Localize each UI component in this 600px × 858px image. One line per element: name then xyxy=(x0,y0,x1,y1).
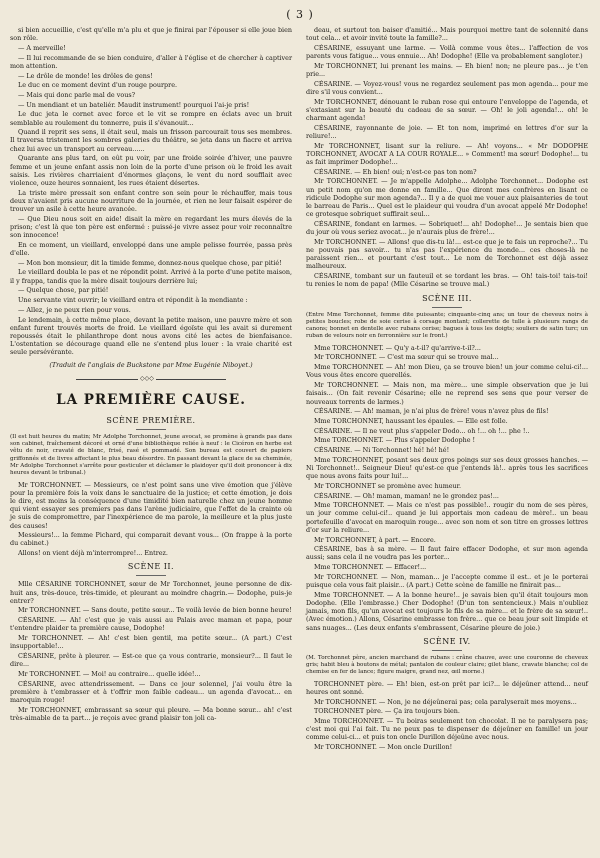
scene-2-continuation xyxy=(306,26,588,289)
dialogue-line: Mr TORCHONNET. — Je m'appelle Adolphe... Adolphe Torchonnet... Dodophe est un petit nom qu'on me donne en famille... Que diront mes confrères en lisant ce ridicule Dodophe sur mon agenda?... Il y a de quoi me vouer aux plaisanteries de tout le barreau de Paris... Quel est le plaideur qui voudra d'un avocat appelé Mr Dodophe! ce grotesque sobriquet suffirait seul... xyxy=(306,177,588,219)
dialogue-line: Allons! on vient déjà m'interrompre!... Entrez. xyxy=(18,549,168,558)
paragraph: Quarante ans plus tard, on eût pu voir, par une froide soirée d'hiver, une pauvre femme et un jeune enfant assis non loin de la porte d'une prison où le froid les avait saisis. Les rivières charriaient d'énormes glaçons, le vent du nord soufflait avec violence, ouze heures sonnaient, les rues étaient désertes. xyxy=(10,154,292,187)
dialogue-line: CÉSARINE, tombant sur un fauteuil et se tordant les bras. — Oh! tais-toi! tais-toi! tu renies le nom de papa! (Mlle Césarine se trouve mal.) xyxy=(306,272,588,289)
paragraph: Une servante vint ouvrir; le vieillard entra et répondit à la mendiante : xyxy=(18,296,248,305)
dialogue-line: Mme TORCHONNET, haussant les épaules. — Elle est folle. xyxy=(314,416,508,425)
stage-direction: (M. Torchonnet père, ancien marchand de rubans : crâne chauve, avec une couronne de cheveux gris; habit bleu à boutons de métal; pantalon de couleur claire; gilet blanc, cravate blanche; col de chemise en fer de lance; figure maigre, grand nez, œil morne.) xyxy=(306,654,588,676)
paragraph: — Que Dieu nous soit en aide! disait la mère en regardant les murs élevés de la prison; c'est là que ton père est enfermé : puissé-je vivre assez pour voir reconnaître son innocence! xyxy=(10,214,292,240)
dialogue-line: Mme TORCHONNET. — Ah! mon Dieu, ça se trouve bien! un jour comme celui-ci!... Vous vous êtes encore querellés. xyxy=(306,363,588,380)
paragraph: Le lendemain, à cette même place, devant la petite maison, une pauvre mère et son enfant furent trouvés morts de froid. Le vieillard égoïste qui les avait si durement repoussés était le philanthrope dont nous avons cité les actes de bienfaisance. L'ostentation se décourage quand elle ne s'entend plus louer : la vraie charité est seule persévérante. xyxy=(10,315,292,357)
dialogue-line: Mlle CÉSARINE TORCHONNET, sœur de Mr Torchonnet, jeune personne de dix-huit ans, très-douce, très-timide, et pleurant au moindre chagrin.— Dodophe, puis-je entrer? xyxy=(10,580,292,605)
dialogue-line: Mr TORCHONNET, dénouant le ruban rose qui entoure l'enveloppe de l'agenda, et s'extasiant sur la beauté du cadeau de sa sœur. — Oh! le joli agenda!... oh! le charmant agenda! xyxy=(306,97,588,123)
scene-rule xyxy=(432,650,462,651)
paragraph: Le duc jeta le cornet avec force et le vit se rompre en éclats avec un bruit semblable au roulement du tonnerre, puis il s'évanouit... xyxy=(10,110,292,127)
dialogue-line: Mr TORCHONNET. — C'est ma sœur qui se trouve mal... xyxy=(314,353,499,362)
dialogue-line: CÉSARINE. — Ah! c'est que je vais aussi au Palais avec maman et papa, pour t'entendre plaider ta première cause, Dodophe! xyxy=(10,616,292,633)
dialogue-line: Mr TORCHONNET. — Mon oncle Durillon! xyxy=(314,743,453,752)
dialogue-line: CÉSARINE. — Voyez-vous! vous ne regardez seulement pas mon agenda... pour me dire s'il vous convient... xyxy=(306,79,588,96)
paragraph: — Mon bon monsieur, dit la timide femme, donnez-nous quelque chose, par pitié! xyxy=(18,258,282,267)
scene-3-heading: SCÈNE III. xyxy=(422,293,472,303)
stage-direction: (Il est huit heures du matin; Mr Adolphe Torchonnet, jeune avocat, se promène à grands pas dans son cabinet, fraîchement décoré et orné d'une bibliothèque reliée à neuf : le Cicéron en herbe est vêtu de noir, cravaté de blanc, frisé, rasé et pommadé. Son bureau est couvert de papiers griffonnés et de livres affectant le plus beau désordre. En passant devant la glace de sa cheminée, Mr Adolphe Torchonnet s'arrête pour gesticuler et déclamer le plaidoyer qu'il doit prononcer à dix heures devant le tribunal.) xyxy=(10,433,292,477)
dialogue-line: CÉSARINE, bas à sa mère. — Il faut faire effacer Dodophe, et sur mon agenda aussi; sans cela il ne voudra pas les porter... xyxy=(306,545,588,562)
dialogue-line: Mr TORCHONNET, lui prenant les mains. — Eh bien! non; ne pleure pas... je t'en prie... xyxy=(306,61,588,79)
paragraph: — Mais qui donc parle mal de vous? xyxy=(18,90,136,99)
play-title: LA PREMIÈRE CAUSE. xyxy=(56,391,246,408)
dialogue-line: CÉSARINE, rayonnante de joie. — Et ton nom, imprimé en lettres d'or sur la reliure!... xyxy=(306,123,588,140)
right-column xyxy=(306,26,588,753)
paragraph: — Un mendiant et un bateliér. Maudit instrument! pourquoi l'ai-je pris! xyxy=(18,100,250,109)
paragraph: — Allez, je ne peux rien pour vous. xyxy=(18,305,131,314)
dialogue-line: CÉSARINE. — Oh! maman, maman! ne le grondez pas!... xyxy=(314,491,499,500)
paragraph: — Il lui recommande de se bien conduire, d'aller à l'église et de chercher à captiver mon attention. xyxy=(10,53,292,70)
dialogue-line: Mr TORCHONNET, à part. — Encore. xyxy=(314,535,436,544)
stage-direction: (Entre Mme Torchonnet, femme dite puissante; cinquante-cinq ans; un tour de cheveux noirs à petites boucles; robe de soie cerise à corsage montant; collerette de tulle à plusieurs rangs de canons; bonnet en dentelle avec rubans cerise; bagues à tous les doigts; souliers de satin turc; un ruban de velours noir en ferronnière sur le front.) xyxy=(306,311,588,340)
scene-rule xyxy=(136,429,166,430)
dialogue-line: Mme TORCHONNET. — Mais ce n'est pas possible!.. rougir du nom de ses pères, un jour comme celui-ci!.. quand je lui apportais mon cadeau de mère!.. un beau portefeuille d'avocat en maroquin rouge... avec son nom et son titre en grosses lettres d'or sur la reliure... xyxy=(306,501,588,534)
paragraph: — Le drôle de monde! les drôles de gens! xyxy=(18,71,153,80)
page-number: ( 3 ) xyxy=(286,8,314,21)
paragraph: — A merveille! xyxy=(18,43,66,52)
scene-3-dialogue xyxy=(306,344,588,632)
paragraph: Le duc en ce moment devint d'un rouge pourpre. xyxy=(18,81,178,90)
dialogue-line: Mr TORCHONNET. — Messieurs, ce n'est point sans une vive émotion que j'élève pour la première fois la voix dans le sanctuaire de la justice; et cette émotion, je dois le dire, est moins la conséquence d'une timidité bien naturelle chez un jeune homme qui vient essayer ses premiers pas dans l'arène judiciaire, que l'effet de la crainte où je suis de compromettre, par l'inexpérience de ma parole, la meilleure et la plus juste des causes! xyxy=(10,480,292,530)
dialogue-line: TORCHONNET père. — Ça ira toujours bien. xyxy=(314,707,460,716)
scene-2-heading: SCÈNE II. xyxy=(127,562,175,572)
dialogue-line: CÉSARINE, fondant en larmes. — Sobriquet!... ah! Dodophe!... Je sentais bien que du jour où vous seriez avocat... je n'aurais plus de frère!... xyxy=(306,219,588,237)
dialogue-line: Mr TORCHONNET, lisant sur la reliure. — Ah! voyons... « Mr DODOPHE TORCHONNET, AVOCAT A LA COUR ROYALE... » Comment! ma sœur! Dodophe!... tu as fait imprimer Dodophe!... xyxy=(306,141,588,167)
dialogue-line: Mme TORCHONNET. — Effacer!... xyxy=(314,563,427,572)
story-conclusion xyxy=(10,26,292,357)
paragraph: si bien accueillie, c'est qu'elle m'a plu et que je finirai par l'épouser si elle joue bien son rôle. xyxy=(10,26,292,43)
paragraph: La triste mère pressait son enfant contre son sein pour le réchauffer, mais tous deux n'avaient pris aucune nourriture de la journée, et rien ne leur faisait espérer de trouver un asile à cette heure avancée. xyxy=(10,188,292,214)
dialogue-line: Mr TORCHONNET. — Moi! au contraire... quelle idée!... xyxy=(18,669,201,678)
paragraph: Quand il reprit ses sens, il était seul, mais un frisson parcourait tous ses membres. Il traversa tristement les sombres galeries du théâtre, se jeta dans un fiacre et arriva chez lui avec un transport au cerveau...... xyxy=(10,128,292,153)
dialogue-line: Mme TORCHONNET. — Tu boiras seulement ton chocolat. Il ne te paralysera pas; c'est moi qui l'ai fait. Tu ne peux pas te dispenser de déjeûner en famille! un jour comme celui-ci... et puis ton oncle Durillon déjeûne avec nous. xyxy=(306,716,588,742)
dialogue-line: CÉSARINE, essuyant une larme. — Voilà comme vous êtes... l'affection de vos parents vous fatigue... vous ennuie... Ah! Dodophe! (Elle va probablement sangloter.) xyxy=(306,43,588,61)
dialogue-line: CÉSARINE, avec attendrissement. — Dans ce jour solennel, j'ai voulu être la première à t'embrasser et à t'offrir mon faible cadeau... un agenda d'avocat... en maroquin rouge! xyxy=(10,679,292,704)
translation-credit: (Traduit de l'anglais de Buckstone par Mme Eugénie Niboyet.) xyxy=(49,360,253,369)
dialogue-line: Messieurs!... la femme Pichard, qui comparait devant vous... (On frappe à la porte du cabinet.) xyxy=(10,531,292,548)
paragraph: — Quelque chose, par pitié! xyxy=(18,286,109,295)
scene-rule xyxy=(136,575,166,576)
dialogue-line: deau, et surtout ton baiser d'amitié... Mais pourquoi mettre tant de solennité dans tout cela... et avoir invité toute la famille?... xyxy=(306,26,588,43)
dialogue-line: Mr TORCHONNET. — Ah! c'est bien gentil, ma petite sœur... (A part.) C'est insupportable!... xyxy=(10,634,292,651)
dialogue-line: Mme TORCHONNET, posant ses deux gros poings sur ses deux grosses hanches. — Ni Torchonnet!.. Seigneur Dieu! qu'est-ce que j'entends là!.. après tous les sacrifices que nous avons faits pour lui!... xyxy=(306,455,588,481)
dialogue-line: TORCHONNET père. — Eh! bien, est-on prêt par ici?... le déjeûner attend... neuf heures ont sonné. xyxy=(306,679,588,696)
dialogue-line: Mr TORCHONNET se promène avec humeur. xyxy=(314,481,462,490)
scene-4-heading: SCÈNE IV. xyxy=(423,636,471,646)
dialogue-line: Mr TORCHONNET. — Allons! que dis-tu là!... est-ce que je te fais un reproche?... Tu ne pouvais pas savoir... tu n'as pas l'expérience du monde... ces choses-là ne paraissent rien... et pourtant c'est tout... Le nom de Torchonnet est déjà assez malheureux. xyxy=(306,237,588,271)
dialogue-line: Mr TORCHONNET. — Sans doute, petite sœur... Te voilà levée de bien bonne heure! xyxy=(18,606,292,615)
scene-1-dialogue xyxy=(10,481,292,558)
dialogue-line: Mme TORCHONNET. — Qu'y a-t-il? qu'arrive-t-il?... xyxy=(314,343,481,352)
dialogue-line: Mr TORCHONNET. — Non, je ne déjeûnerai pas; cela paralyserait mes moyens... xyxy=(314,697,577,706)
dialogue-line: CÉSARINE. — Il ne veut plus s'appeler Dodo... oh !... oh !... phe !.. xyxy=(314,426,530,435)
paragraph: Le vieillard doubla le pas et ne répondit point. Arrivé à la porte d'une petite maison, il y frappa, tandis que la mère disait toujours derrière lui; xyxy=(10,268,292,285)
scene-rule xyxy=(432,307,462,308)
scene-2-dialogue xyxy=(10,580,292,722)
ornament-separator: ◇◇◇ xyxy=(76,379,226,380)
scene-1-heading: SCÈNE PREMIÈRE. xyxy=(106,415,196,425)
scene-4-dialogue xyxy=(306,680,588,752)
dialogue-line: CÉSARINE. — Eh bien! oui; n'est-ce pas ton nom? xyxy=(314,167,477,176)
dialogue-line: Mme TORCHONNET. — Plus s'appeler Dodophe ! xyxy=(314,436,476,445)
dialogue-line: Mr TORCHONNET, embrassant sa sœur qui pleure. — Ma bonne sœur... ah! c'est très-aimable de ta part... je reçois avec grand plaisir ton joli ca- xyxy=(10,705,292,722)
dialogue-line: CÉSARINE, prête à pleurer. — Est-ce que ça vous contrarie, monsieur?... Il faut le dire... xyxy=(10,651,292,669)
dialogue-line: Mr TORCHONNET. — Non, maman... je l'accepte comme il est.. et je le porterai puisque cela vous fait plaisir... (A part.) Cette scène de famille ne finirait pas... xyxy=(306,572,588,590)
left-column xyxy=(10,26,292,724)
paragraph: En ce moment, un vieillard, enveloppé dans une ample pelisse fourrée, passa près d'elle. xyxy=(10,240,292,258)
dialogue-line: CÉSARINE. — Ni Torchonnet! hé! hé! hé! xyxy=(314,446,450,455)
dialogue-line: CÉSARINE. — Ah! maman, je n'ai plus de frère! vous n'avez plus de fils! xyxy=(314,407,549,416)
dialogue-line: Mme TORCHONNET. — A la bonne heure!.. je savais bien qu'il était toujours mon Dodophe. (Elle l'embrasse.) Cher Dodophe! (D'un ton sentencieux.) Mais n'oubliez jamais, mon fils, qu'un avocat est toujours le fils de sa mère... et le frère de sa sœur!.. (Avec émotion.) Allons, Césarine embrasse ton frère... que ce beau jour soit limpide et sans nuages... (Les deux enfants s'embrassent, Césarine pleure de joie.) xyxy=(306,590,588,632)
dialogue-line: Mr TORCHONNET. — Mais non, ma mère... une simple observation que je lui faisais... (On fait revenir Césarine; elle ne reprend ses sens que pour verser de nouveaux torrents de larmes.) xyxy=(306,381,588,406)
